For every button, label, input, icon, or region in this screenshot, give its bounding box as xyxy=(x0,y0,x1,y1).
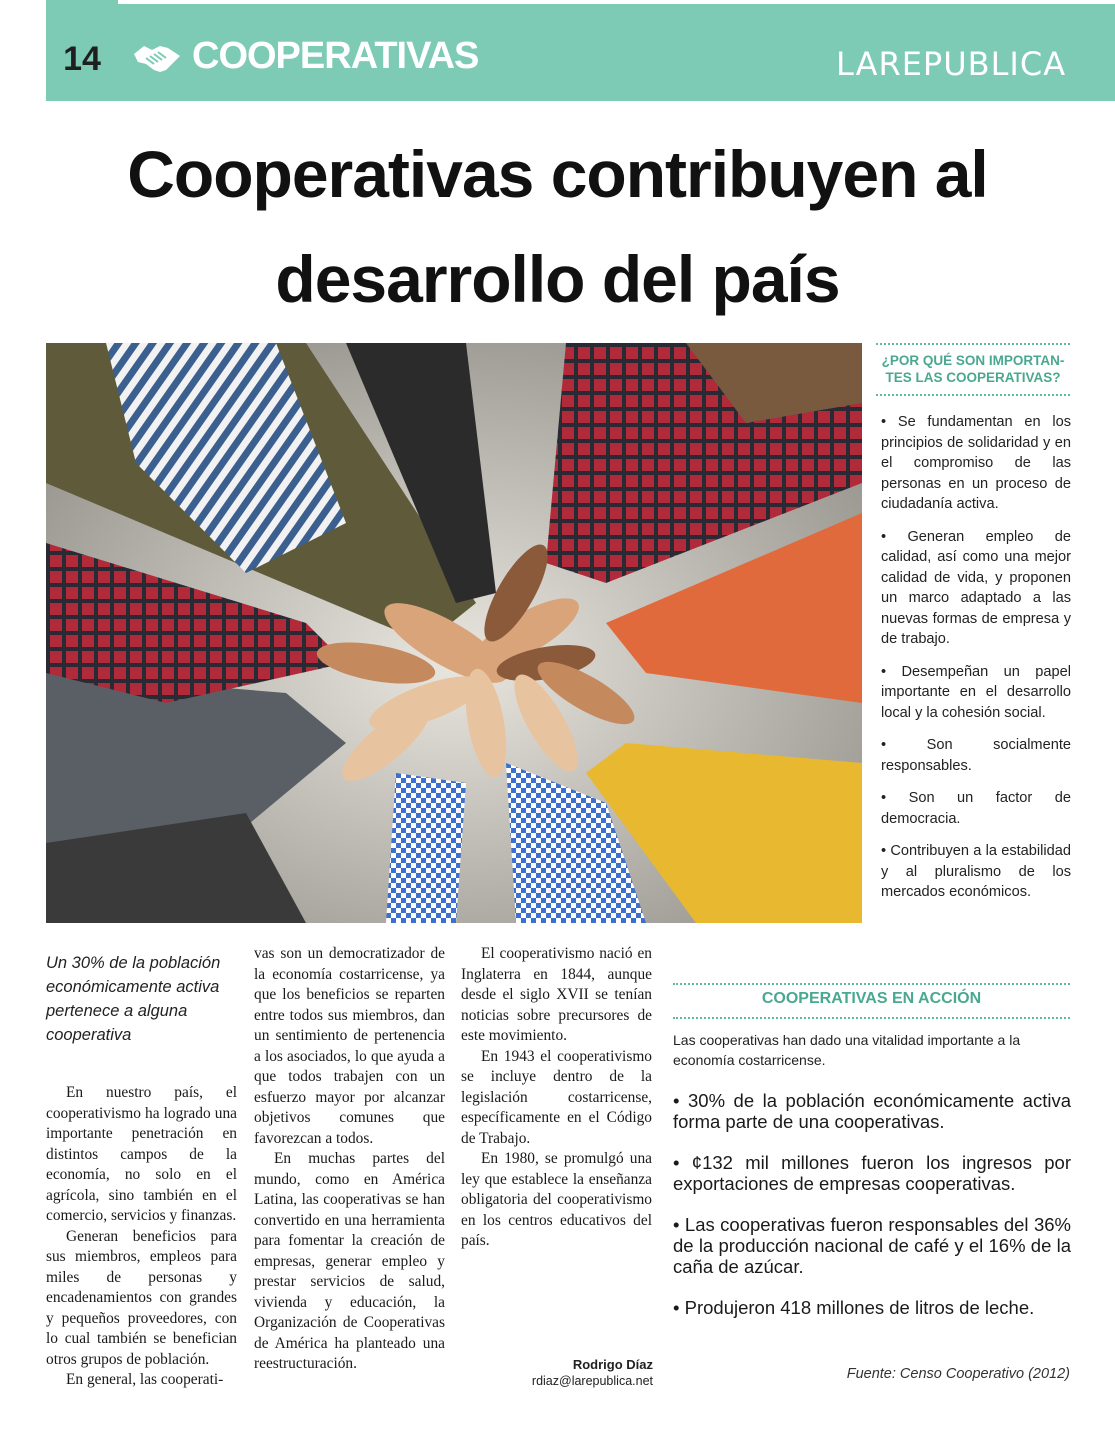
article-column-2 xyxy=(254,944,445,1375)
article-paragraph: vas son un democratizador de la economía costarricense, ya que los beneficios se reparten entre todos sus miembros, dan un sentimiento de pertenencia a los asociados, lo que ayuda a que todos trabajen con un esfuerzo mayor por alcanzar objetivos comunes que favorezcan a todos. xyxy=(254,945,445,1147)
article-paragraph: En 1943 el cooperativismo se incluye dentro de la legislación costarricense, específicamente en el Código de Trabajo. xyxy=(461,1047,652,1147)
article-paragraph: El cooperativismo nació en Inglaterra en 1844, aunque desde el siglo XVII se tenían noticias sobre precursores de este movimiento. xyxy=(461,945,652,1044)
sidebar-item: • Contribuyen a la estabilidad y al pluralismo de los mercados económicos. xyxy=(881,843,1071,900)
box-lead: Las cooperativas han dado una vitalidad importante a la economía costarricense. xyxy=(673,1032,1021,1068)
box-list xyxy=(673,1090,1071,1338)
sidebar-heading-line-2: TES LAS COOPERATIVAS? xyxy=(885,370,1061,385)
sidebar-heading xyxy=(876,352,1070,386)
headline xyxy=(40,122,1075,332)
box-item: • 30% de la población económicamente activa forma parte de una cooperativas. xyxy=(673,1090,1071,1132)
sidebar-item: • Son un factor de democracia. xyxy=(881,790,1071,827)
sidebar-rule-top xyxy=(876,343,1070,345)
box-heading: COOPERATIVAS EN ACCIÓN xyxy=(761,990,982,1007)
box-rule-bottom xyxy=(673,1017,1070,1019)
article-intro: Un 30% de la población económicamente activa pertenece a alguna cooperativa xyxy=(46,954,221,1044)
header-top-edge xyxy=(118,0,1115,4)
box-item: • Produjeron 418 millones de litros de leche. xyxy=(673,1297,1035,1318)
hands-circle-photo xyxy=(46,343,862,923)
hands-circle-illustration xyxy=(46,343,862,923)
article-paragraph: Generan beneficios para sus miembros, empleos para miles de personas y encadenamientos con grandes y pequeños proveedores, con lo cual también se benefician otros grupos de población. xyxy=(46,1227,237,1368)
brand-logo[interactable]: LAREPUBLICA xyxy=(836,45,1067,83)
headline-line-2: desarrollo del país xyxy=(275,242,840,316)
headline-line-1: Cooperativas contribuyen al xyxy=(127,137,988,211)
page-number-tab xyxy=(46,0,118,101)
article-column-3 xyxy=(461,944,652,1252)
section-title: COOPERATIVAS xyxy=(192,35,479,77)
article-paragraph: En 1980, se promulgó una ley que establece la enseñanza obligatoria del cooperativismo en los centros educativos del país. xyxy=(461,1150,652,1249)
article-paragraph: En muchas partes del mundo, como en América Latina, las cooperativas se han convertido en una herramienta para fomentar la creación de empresas, generar empleo y prestar servicios de salud, vivienda y educación, la Organización de Cooperativas de América ha planteado una reestructuración. xyxy=(254,1150,445,1372)
box-rule-top xyxy=(673,983,1070,985)
box-item: • Las cooperativas fueron responsables del 36% de la producción nacional de café y el 16% de la caña de azúcar. xyxy=(673,1214,1071,1277)
sidebar-item: • Generan empleo de calidad, así como una mejor calidad de vida, y proponen un marco adaptado a las nuevas formas de empresa y de trabajo. xyxy=(881,528,1071,647)
box-source: Fuente: Censo Cooperativo (2012) xyxy=(846,1366,1070,1382)
byline-email-link[interactable]: rdiaz@larepublica.net xyxy=(531,1374,653,1388)
sidebar-heading-line-1: ¿POR QUÉ SON IMPORTAN- xyxy=(881,353,1065,368)
sidebar-list xyxy=(881,412,1071,915)
article-paragraph: En general, las cooperati- xyxy=(66,1371,224,1388)
article-column-1 xyxy=(46,1083,237,1391)
box-item: • ¢132 mil millones fueron los ingresos por exportaciones de empresas cooperativas. xyxy=(673,1152,1071,1194)
sidebar-item: • Desempeñan un papel importante en el desarrollo local y la cohesión social. xyxy=(881,663,1071,721)
sidebar-rule-bottom xyxy=(876,394,1070,396)
sidebar-item: • Son socialmente responsables. xyxy=(881,737,1071,774)
article-paragraph: En nuestro país, el cooperativismo ha logrado una importante penetración en distintos campos de la economía, no solo en el agrícola, sino también en el comercio, servicios y finanzas. xyxy=(46,1084,237,1224)
byline-name: Rodrigo Díaz xyxy=(572,1357,653,1372)
handshake-icon xyxy=(132,42,182,76)
sidebar-item: • Se fundamentan en los principios de solidaridad y en el compromiso de las personas en un proceso de ciudadanía activa. xyxy=(881,414,1071,512)
page-number: 14 xyxy=(63,40,101,78)
